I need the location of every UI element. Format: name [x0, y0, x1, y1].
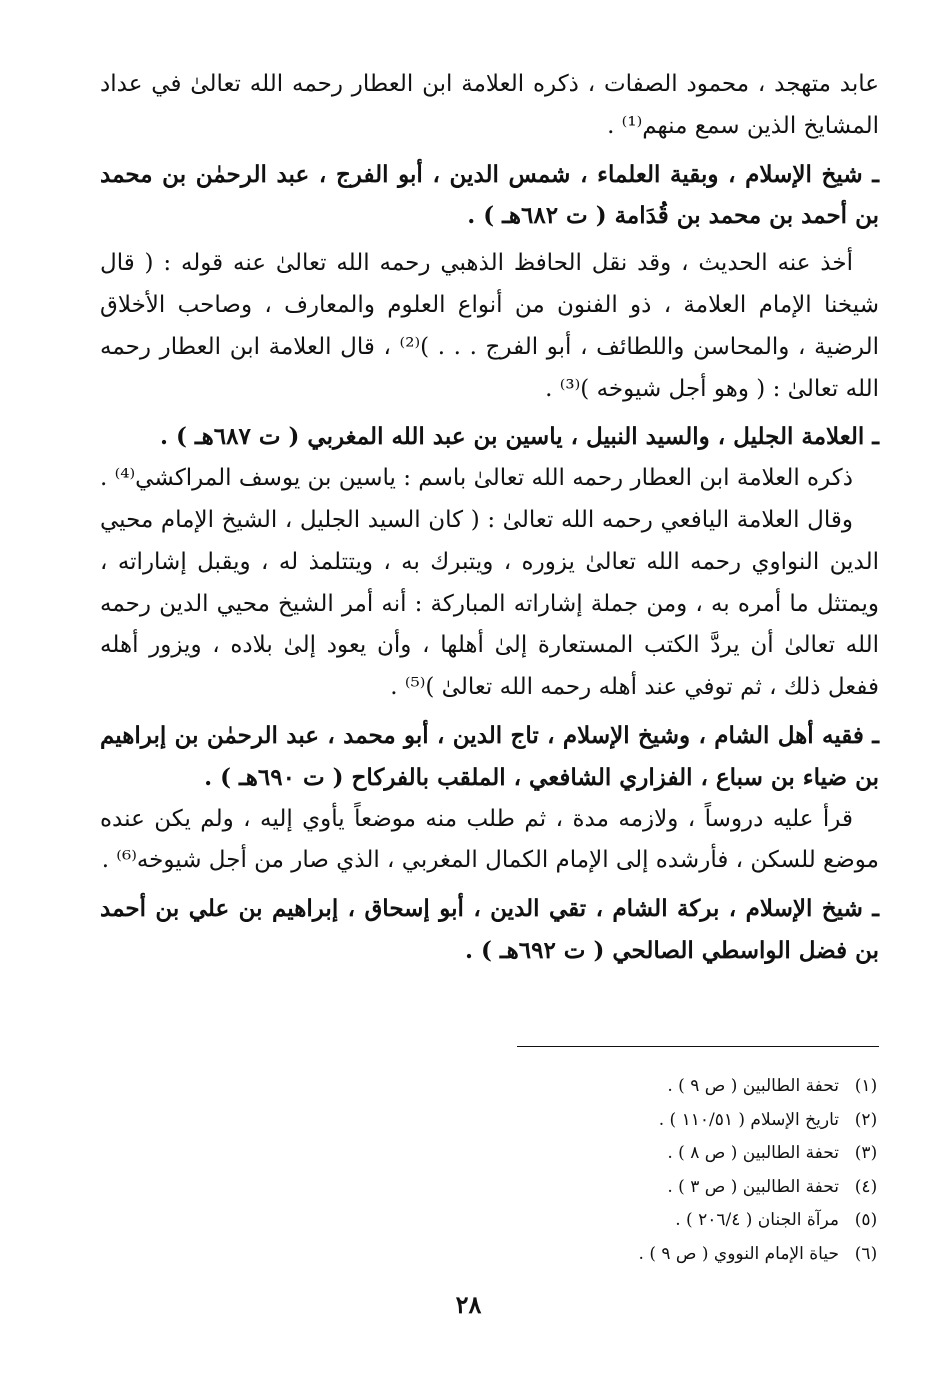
footnote-item [639, 1204, 885, 1238]
footnote-number: (٦) [854, 1243, 878, 1264]
footnote-text: تحفة الطالبين ( ص ٩ ) . [667, 1076, 839, 1096]
entry-yasin-maghribi: ـ العلامة الجليل ، والسيد النبيل ، ياسين بن عبد الله المغربي ( ت ٦٨٧هـ ) . [160, 423, 879, 451]
footnote-text: حياة الإمام النووي ( ص ٩ ) . [638, 1243, 839, 1264]
footnote-separator [517, 1046, 879, 1047]
footnote-number: (١) [854, 1076, 878, 1096]
footnote-text: تحفة الطالبين ( ص ٣ ) . [667, 1176, 839, 1197]
footnote-text: تاريخ الإسلام ( ١١٠/٥١ ) . [658, 1109, 839, 1130]
paragraph-8: قرأ عليه دروساً ، ولازمه مدة ، ثم طلب منه موضعاً يأوي إليه ، ولم يكن عنده موضع للسكن ، فأرشده إلى الإمام الكمال المغربي ، الذي صار من أجل شيوخه⁽⁶⁾ . [100, 805, 879, 874]
entry-wasiti: ـ شيخ الإسلام ، بركة الشام ، تقي الدين ، أبو إسحاق ، إبراهيم بن علي بن أحمد بن فضل الواسطي الصالحي ( ت ٦٩٢هـ ) . [100, 895, 879, 964]
footnote-item [639, 1070, 885, 1104]
main-text [100, 64, 879, 972]
footnote-item [639, 1171, 885, 1205]
footnote-item [639, 1104, 885, 1138]
footnote-text: تحفة الطالبين ( ص ٨ ) . [667, 1143, 839, 1163]
paragraph-6: وقال العلامة اليافعي رحمه الله تعالىٰ : ( كان السيد الجليل ، الشيخ الإمام محيي الدين النواوي رحمه الله تعالىٰ يزوره ، ويتبرك به ، ويتتلمذ له ، ويقبل إشاراته ، ويمتثل ما أمره به ، ومن جملة إشاراته المباركة : أنه أمر الشيخ محيي الدين رحمه الله تعالىٰ أن يردَّ الكتب المستعارة إلىٰ أهلها ، وأن يعود إلىٰ بلاده ، ويزور أهله ففعل ذلك ، ثم توفي عند أهله رحمه الله تعالىٰ )⁽⁵⁾ . [100, 506, 879, 701]
footnote-number: (٢) [854, 1109, 878, 1130]
paragraph-3: أخذ عنه الحديث ، وقد نقل الحافظ الذهبي رحمه الله تعالىٰ عنه قوله : ( قال شيخنا الإمام العلامة ، ذو الفنون من أنواع العلوم والمعارف ، وصاحب الأخلاق الرضية ، والمحاسن واللطائف ، أبو الفرج . . . )⁽²⁾ ، قال العلامة ابن العطار رحمه الله تعالىٰ : ( وهو أجل شيوخه )⁽³⁾ . [100, 250, 879, 402]
paragraph-5: ذكره العلامة ابن العطار رحمه الله تعالىٰ باسم : ياسين بن يوسف المراكشي⁽⁴⁾ . [99, 465, 853, 492]
paragraph-1: عابد متهجد ، محمود الصفات ، ذكره العلامة ابن العطار رحمه الله تعالىٰ في عداد المشايخ الذين سمع منهم⁽¹⁾ . [100, 71, 879, 139]
footnote-text: مرآة الجنان ( ٢٠٦/٤ ) . [675, 1210, 839, 1230]
page-number: ٢٨ [455, 1290, 482, 1319]
footnote-item [639, 1137, 885, 1171]
entry-ibn-qudama: ـ شيخ الإسلام ، وبقية العلماء ، شمس الدين ، أبو الفرج ، عبد الرحمٰن بن محمد بن أحمد بن محمد بن قُدَامة ( ت ٦٨٢هـ ) . [100, 160, 879, 230]
footnote-number: (٤) [854, 1176, 878, 1197]
footnote-number: (٣) [854, 1143, 878, 1163]
entry-firkah: ـ فقيه أهل الشام ، وشيخ الإسلام ، تاج الدين ، أبو محمد ، عبد الرحمٰن بن إبراهيم بن ضياء بن سباع ، الفزاري الشافعي ، الملقب بالفركاح ( ت ٦٩٠هـ ) . [100, 721, 879, 791]
footnotes [639, 1070, 885, 1271]
footnote-number: (٥) [854, 1210, 878, 1230]
footnote-item [639, 1238, 885, 1272]
